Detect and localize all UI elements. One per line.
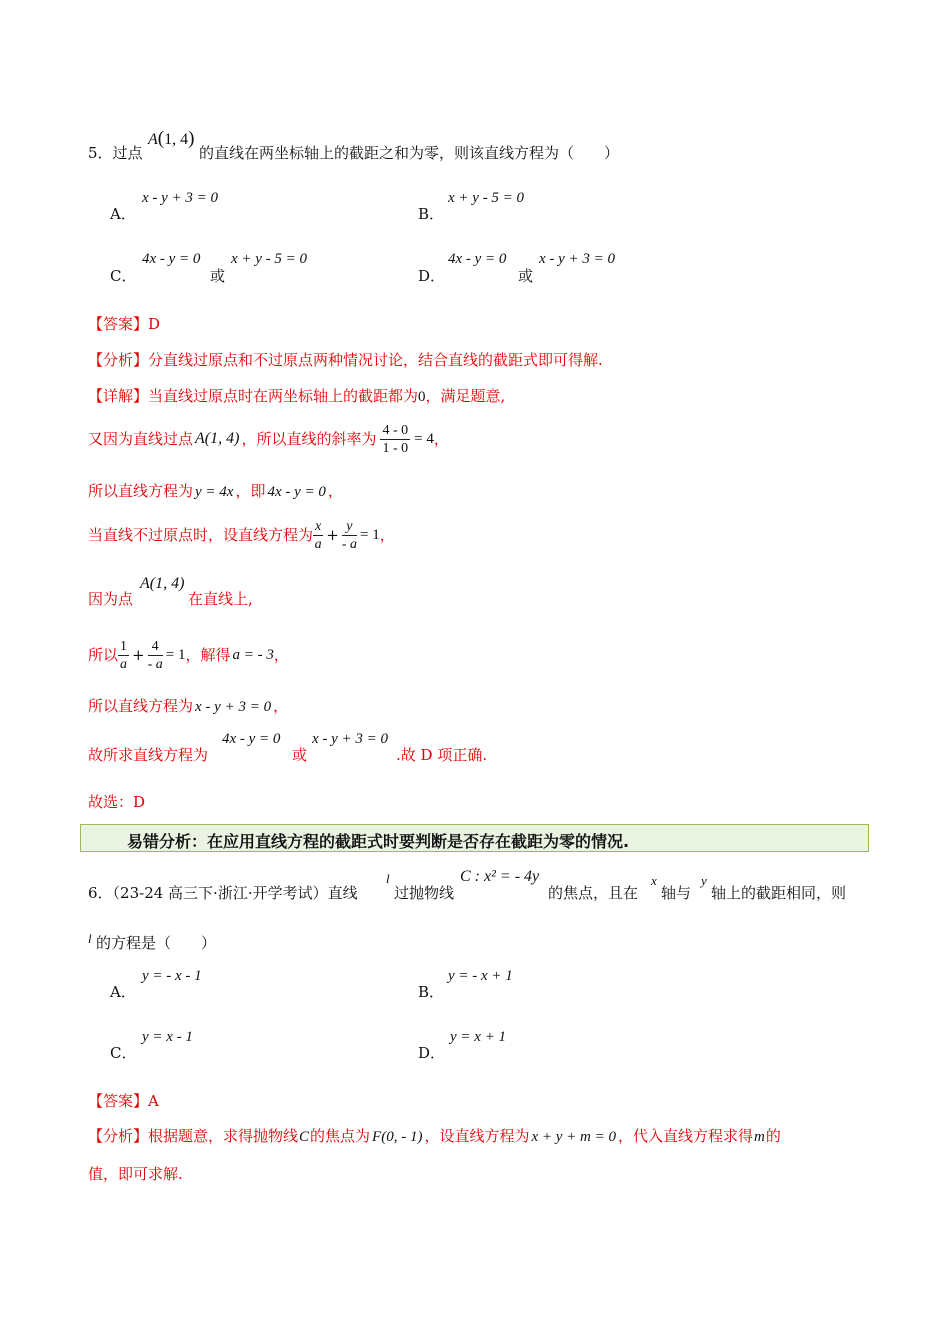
error-analysis-callout — [80, 824, 869, 852]
detail-l2-end: ， — [433, 430, 449, 448]
q6-l-var-2: l — [88, 931, 92, 946]
slope-numerator: 4 - 0 — [382, 422, 409, 438]
q5-stem-end: 的直线在两坐标轴上的截距之和为零，则该直线方程为（ ） — [199, 144, 620, 162]
q5-stem-start: 5．过点 — [88, 144, 143, 162]
q5-point-coords: 1, 4 — [164, 131, 189, 148]
q6-answer: 【答案】A — [88, 1092, 159, 1110]
q6-option-c-label: C． — [110, 1044, 137, 1062]
q5-detail-line5-b: 在直线上, — [188, 590, 253, 608]
q6-stem-e: 轴上的截距相同，则 — [711, 884, 847, 902]
detail-l2-mid: ，所以直线的斜率为 — [241, 430, 377, 448]
q6-option-d-label: D． — [418, 1044, 446, 1062]
error-analysis-text: 易错分析：在应用直线方程的截距式时要判断是否存在截距为零的情况. — [127, 832, 630, 851]
q5-detail-line8-b: .故 D 项正确. — [396, 746, 488, 764]
detail-l2-point: A(1, 4) — [195, 430, 240, 447]
detail-l7-text: 所以直线方程为 — [88, 697, 194, 715]
q6-option-b-eq: y = - x + 1 — [448, 968, 513, 984]
sub-fraction-1 — [118, 638, 129, 673]
detail-l3-mid: ，即 — [235, 482, 266, 500]
q6-stem-start: 6．（23-24 高三下·浙江·开学考试）直线 — [88, 884, 358, 902]
detail-l3-end: ， — [327, 482, 343, 500]
detail-l6-text: 所以 — [88, 646, 119, 664]
q5-detail-line3 — [88, 482, 343, 501]
q6-option-a-label: A． — [110, 983, 136, 1001]
detail-l3-eq1: y = 4x — [195, 484, 234, 500]
q5-detail-line2 — [88, 419, 449, 459]
sub-fraction-1-num: 1 — [120, 638, 128, 654]
q5-option-a-eq: x - y + 3 = 0 — [142, 190, 219, 206]
sub-fraction-2 — [148, 638, 163, 673]
q6-analysis-text-e: 的 — [765, 1127, 781, 1145]
q6-y-var: y — [701, 873, 707, 888]
q6-analysis-eq: x + y + m = 0 — [531, 1129, 616, 1145]
q5-analysis: 【分析】分直线过原点和不过原点两种情况讨论，结合直线的截距式即可得解. — [88, 351, 603, 369]
q6-x-var: x — [651, 873, 657, 888]
q6-analysis-text-d: ，代入直线方程求得 — [617, 1127, 753, 1145]
q5-option-d-eq2: x - y + 3 = 0 — [539, 251, 616, 267]
q5-point-letter: A — [148, 131, 158, 148]
q6-analysis-text-a: 【分析】根据题意，求得抛物线 — [88, 1127, 299, 1145]
q5-option-d-or: 或 — [518, 267, 534, 285]
detail-l6-mid: ，解得 — [185, 646, 231, 664]
q5-detail-line8-eq2: x - y + 3 = 0 — [312, 731, 389, 747]
q6-analysis-line2: 值，即可求解. — [88, 1165, 183, 1183]
q6-stem-d: 轴与 — [661, 884, 692, 902]
detail-l1-end: ，满足题意, — [425, 387, 506, 405]
detail-l4-end: ， — [379, 526, 395, 544]
sub-fraction-2-den: - a — [147, 656, 163, 672]
q5-detail-line1 — [88, 387, 505, 406]
detail-l6-end: ， — [273, 646, 289, 664]
detail-l3-eq2: 4x - y = 0 — [267, 484, 326, 500]
slope-value: = 4 — [414, 431, 434, 447]
sub-fraction-1-den: a — [120, 656, 128, 672]
fraction-y-den: - a — [341, 536, 357, 552]
intercept-fraction-y — [342, 518, 357, 553]
q5-option-c-eq1: 4x - y = 0 — [142, 251, 201, 267]
detail-l2-text: 又因为直线过点 — [88, 430, 194, 448]
q5-option-b-label: B． — [418, 205, 445, 223]
q5-option-b-eq: x + y - 5 = 0 — [448, 190, 525, 206]
q5-option-d-label: D． — [418, 267, 446, 285]
q6-analysis-text-b: 的焦点为 — [310, 1127, 371, 1145]
q5-point: A(1, 4) — [148, 128, 195, 149]
detail-l4-text: 当直线不过原点时，设直线方程为 — [88, 526, 314, 544]
q5-option-d-eq1: 4x - y = 0 — [448, 251, 507, 267]
q6-analysis-text-c: ，设直线方程为 — [424, 1127, 530, 1145]
q5-detail-line6 — [88, 634, 289, 676]
solution-a: a = - 3 — [232, 647, 274, 663]
fraction-x-num: x — [315, 518, 322, 534]
q6-analysis-C: C — [299, 1129, 310, 1145]
q6-analysis-line1 — [88, 1127, 781, 1146]
sub-eq-value: = 1 — [165, 647, 186, 663]
q5-detail-line8-eq1: 4x - y = 0 — [222, 731, 281, 747]
q6-option-d-eq: y = x + 1 — [450, 1029, 507, 1045]
slope-denominator: 1 - 0 — [382, 440, 409, 456]
detail-l1-zero: 0 — [418, 389, 426, 405]
q5-detail-line8-a: 故所求直线方程为 — [88, 746, 209, 764]
q5-answer: 【答案】D — [88, 315, 161, 333]
q6-stem-2: 的方程是（ ） — [96, 934, 217, 952]
q6-analysis-focus: F(0, - 1) — [372, 1129, 423, 1145]
fraction-x-den: a — [314, 536, 322, 552]
q5-detail-line5-point: A(1, 4) — [140, 575, 185, 592]
q6-option-b-label: B． — [418, 983, 445, 1001]
q5-option-c-label: C． — [110, 267, 137, 285]
intercept-fraction-x — [313, 518, 323, 553]
plus-sign: + — [326, 526, 339, 544]
q5-option-c-eq2: x + y - 5 = 0 — [231, 251, 308, 267]
detail-l1-text: 【详解】当直线过原点时在两坐标轴上的截距都为 — [88, 387, 419, 405]
q6-option-a-eq: y = - x - 1 — [142, 968, 202, 984]
q5-detail-line5-a: 因为点 — [88, 590, 134, 608]
slope-fraction — [380, 422, 410, 457]
detail-l7-eq: x - y + 3 = 0 — [195, 699, 272, 715]
q6-stem-c: 的焦点，且在 — [548, 884, 639, 902]
plus-sign-2: + — [132, 646, 145, 664]
q6-parabola: C : x² = - 4y — [460, 868, 540, 885]
detail-l3-text: 所以直线方程为 — [88, 482, 194, 500]
intercept-eq-value: = 1 — [359, 527, 380, 543]
q5-choice: 故选：D — [88, 793, 146, 811]
q6-analysis-m: m — [754, 1129, 765, 1145]
q5-detail-line4 — [88, 514, 395, 556]
q5-option-a-label: A． — [110, 205, 136, 223]
q5-detail-line7 — [88, 697, 288, 716]
q5-option-c-or: 或 — [210, 267, 226, 285]
fraction-y-num: y — [342, 518, 357, 536]
detail-l7-end: ， — [273, 697, 289, 715]
q5-detail-line8-or: 或 — [292, 746, 308, 764]
sub-fraction-2-num: 4 — [148, 638, 163, 656]
q6-option-c-eq: y = x - 1 — [142, 1029, 193, 1045]
q6-stem-b: 过抛物线 — [394, 884, 455, 902]
q6-l-var: l — [386, 871, 390, 886]
